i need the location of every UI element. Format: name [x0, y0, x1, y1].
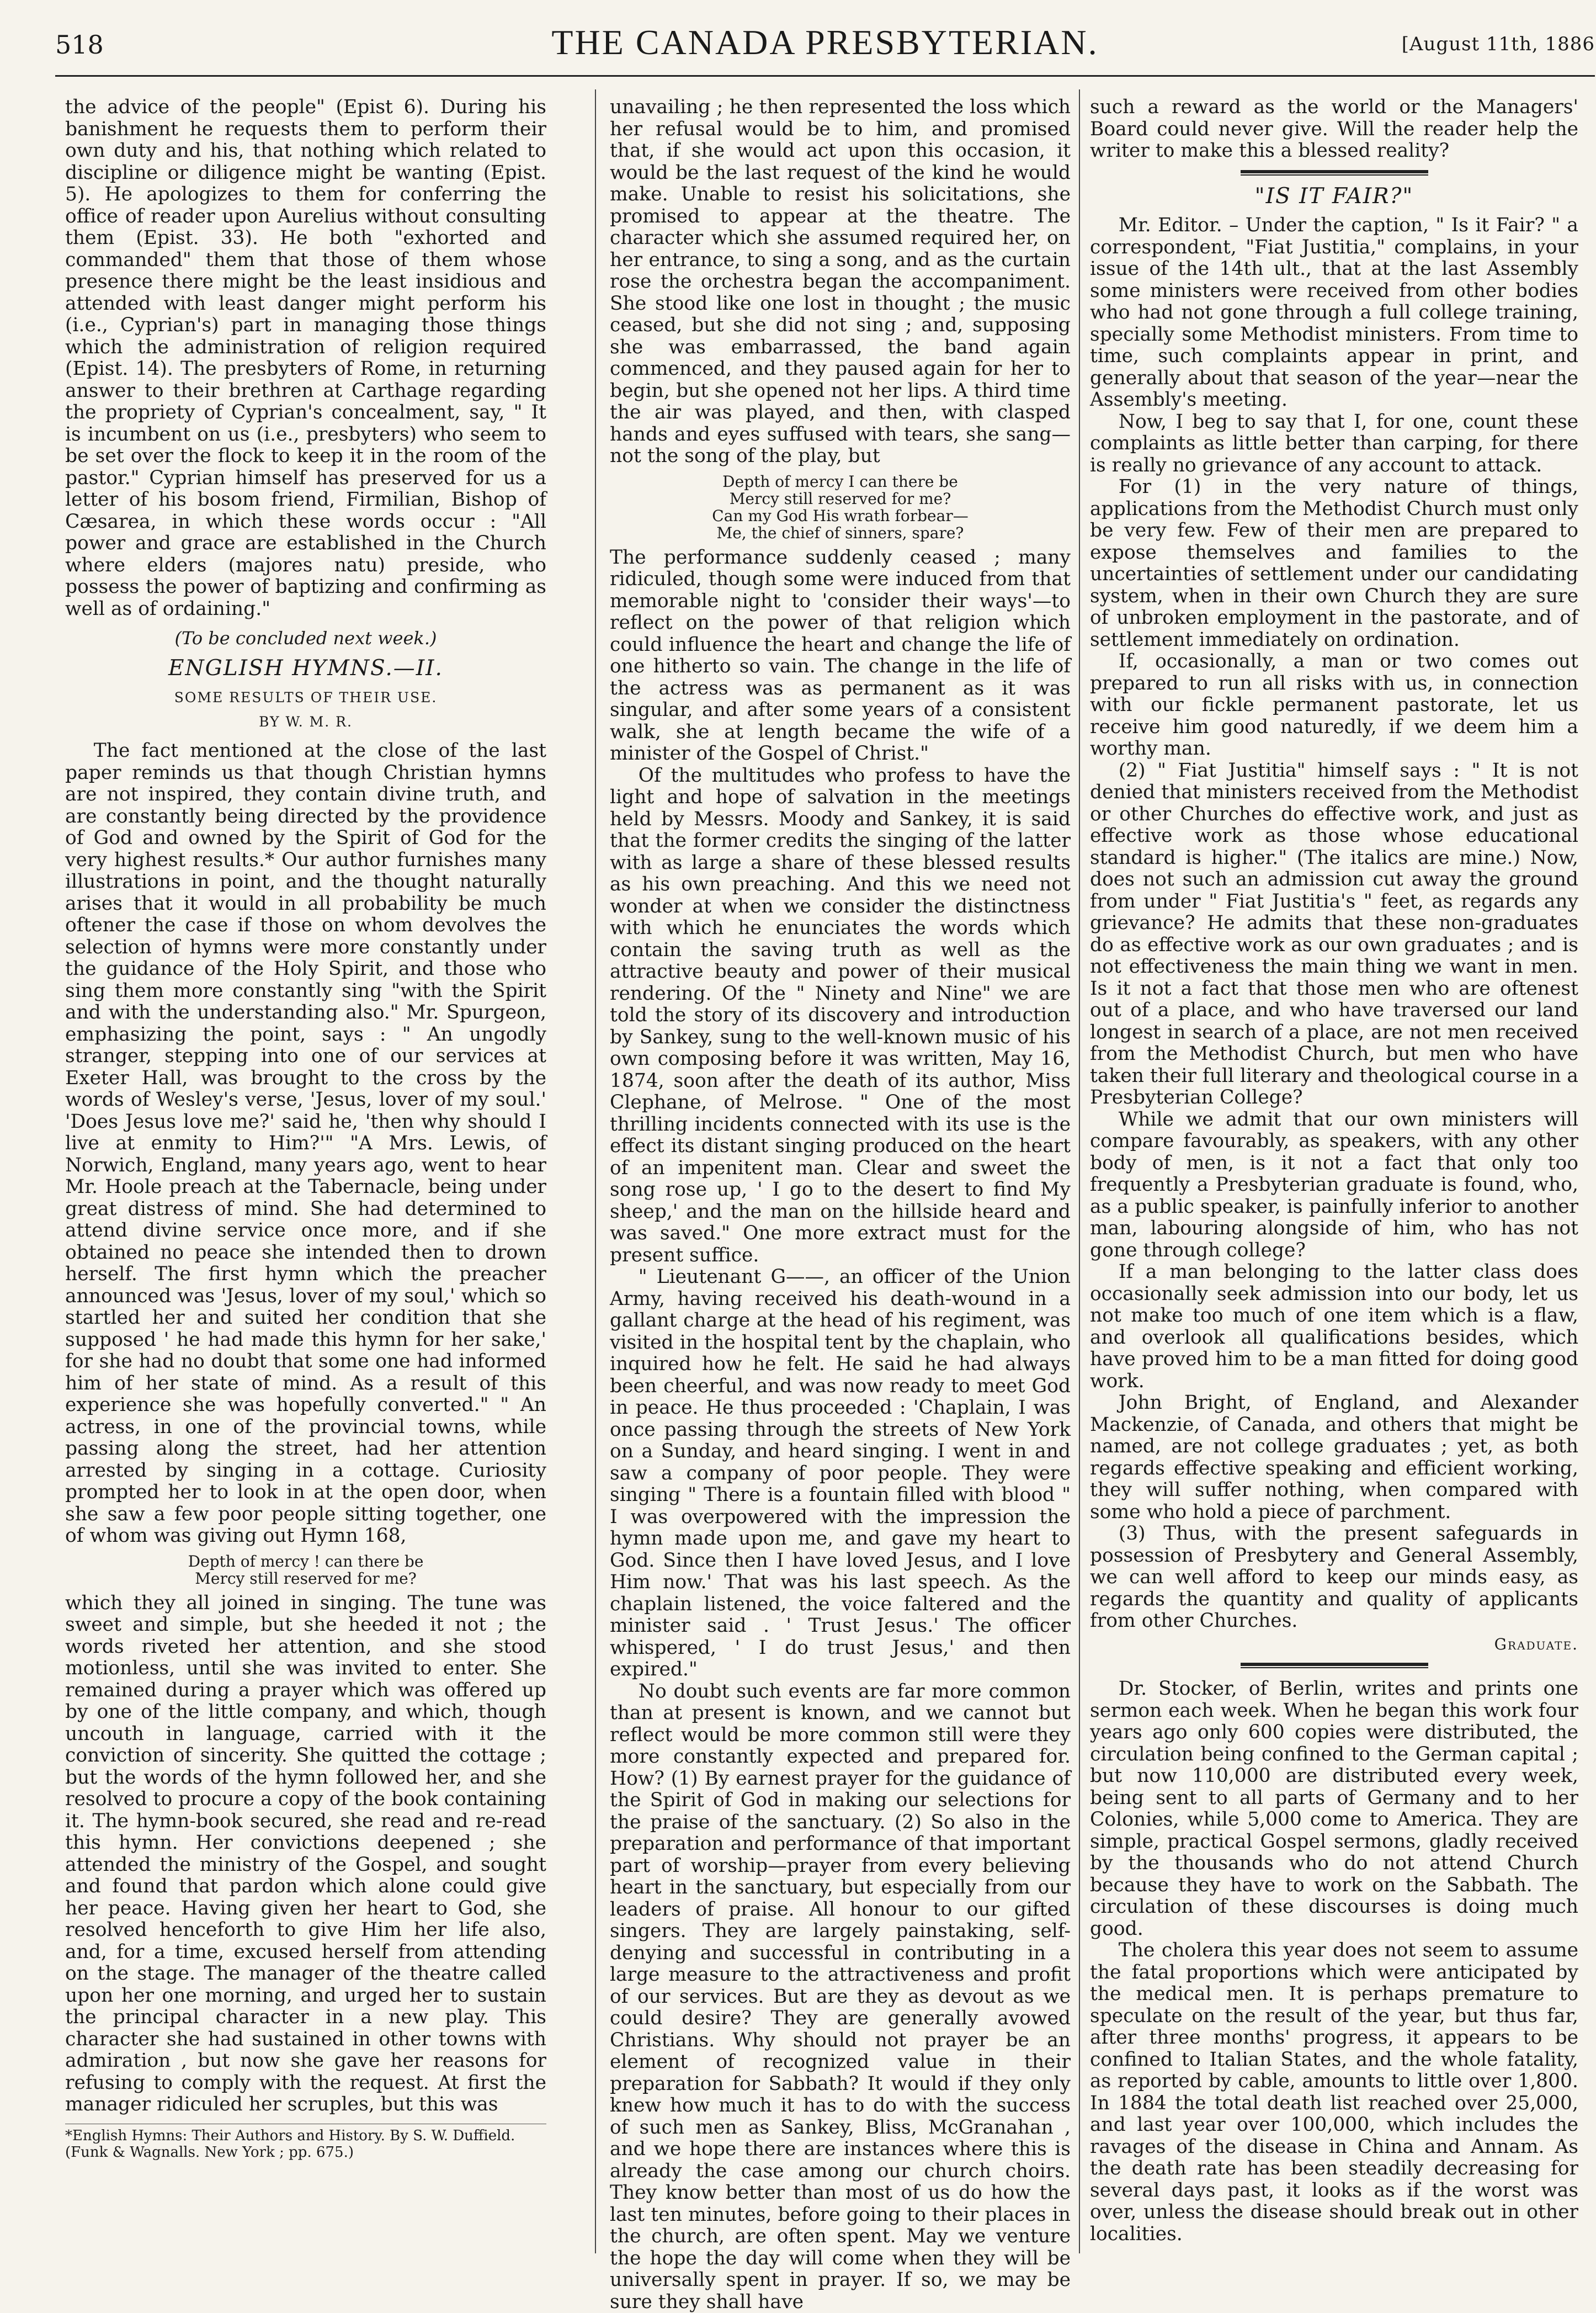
continued-note: (To be concluded next week.) — [65, 628, 546, 650]
article-paragraph: the advice of the people" (Epist 6). During his banishment he requests them to perform their own duty and his, that nothing which related to discipline or diligence might be wanting (Epist. 5). He apologizes to them for conferring the office of reader upon Aurelius without consulting them (Epist. 33). He both "exhorted and commanded" them that those of them whose presence there might be the least insidious and attended with least danger might perform his (i.e., Cyprian's) part in managing those things which the administration of religion required (Epist. 14). The presbyters of Rome, in returning answer to their brethren at Carthage regarding the propriety of Cyprian's concealment, say, " It is incumbent on us (i.e., presbyters) who seem to be set over the flock to keep it in the room of the pastor." Cyprian himself has preserved for us a letter of his bosom friend, Firmilian, Bishop of Cæsarea, in which these words occur : "All power and grace are established in the Church where elders (majores natu) preside, who possess the power of baptizing and confirming as well as of ordaining." — [65, 97, 546, 620]
letter-paragraph: (2) " Fiat Justitia" himself says : " It is not denied that ministers received from the Methodist or other Churches do effective work, and just as effective work as those whose educational standard is higher." (The italics are mine.) Now, does not such an admission cut away the ground from under " Fiat Justitia's " feet, as regards any grievance? He admits that these non-graduates do as effective work as our own graduates ; and is not effectiveness the main thing we want in men. Is it not a fact that those men who are oftenest out of a place, and who have traversed our land longest in search of a place, are not men received from the Methodist Church, but men who have taken their full literary and theological course in a Presbyterian College? — [1090, 760, 1578, 1109]
newspaper-title: THE CANADA PRESBYTERIAN. — [55, 22, 1595, 63]
letter-paragraph: If a man belonging to the latter class does occasionally seek admission into our body, let us not make too much of one item which is a flaw, and overlook all qualifications besides, which have proved him to be a man fitted for doing good work. — [1090, 1261, 1578, 1392]
column-3 — [1090, 97, 1578, 2245]
column-divider-1 — [595, 89, 596, 2253]
article-paragraph: The fact mentioned at the close of the last paper reminds us that though Christian hymns are not inspired, they contain divine truth, and are constantly being directed by the providence of God and owned by the Spirit of God for the very highest results.* Our author furnishes many illustrations in point, and the thought naturally arises that it would in all probability be much oftener the case if those on whom devolves the selection of hymns were more constantly under the guidance of the Holy Spirit, and those who sing them more constantly sing "with the Spirit and with the understanding also." Mr. Spurgeon, emphasizing the point, says : " An ungodly stranger, stepping into one of our services at Exeter Hall, was brought to the cross by the words of Wesley's verse, 'Jesus, lover of my soul.' 'Does Jesus love me?' said he, 'then why should I live at enmity to Him?'" "A Mrs. Lewis, of Norwich, England, many years ago, went to hear Mr. Hoole preach at the Tabernacle, being under great distress of mind. She had determined to attend divine service once more, and if she obtained no peace she intended then to drown herself. The first hymn which the preacher announced was 'Jesus, lover of my soul,' which so startled her and suited her condition that she supposed ' he had made this hymn for her sake,' for she had no doubt that some one had informed him of her state of mind. As a result of this experience she was hopefully converted." " An actress, in one of the provincial towns, while passing along the street, had her attention arrested by singing in a cottage. Curiosity prompted her to look in at the open door, when she saw a few poor people sitting together, one of whom was giving out Hymn 168, — [65, 740, 546, 1547]
column-2 — [610, 97, 1071, 2313]
verse-line: Depth of mercy ! can there be — [65, 1553, 546, 1570]
news-paragraph: Dr. Stocker, of Berlin, writes and prints one sermon each week. When he began this work four years ago only 600 copies were distributed, the circulation being confined to the German capital ; but now 110,000 are distributed every week, being sent to all parts of Germany and to her Colonies, while 5,000 come to America. They are simple, practical Gospel sermons, gladly received by the thousands who do not attend Church because they have to work on the Sabbath. The circulation of these discourses is doing much good. — [1090, 1678, 1578, 1940]
article-paragraph: Of the multitudes who profess to have the light and hope of salvation in the meetings held by Messrs. Moody and Sankey, it is said that the former credits the singing of the latter with as large a share of these blessed results as his own preaching. And this we need not wonder at when we consider the distinctness with which he enunciates the words which contain the saving truth as well as the attractive beauty and power of their musical rendering. Of the " Ninety and Nine" we are told the story of its discovery and introduction by Sankey, sung to the well-known music of his own composing before it was written, May 16, 1874, soon after the death of its author, Miss Clephane, of Melrose. " One of the most thrilling incidents connected with its use is the effect its distant singing produced on the heart of an impenitent man. Clear and sweet the song rose up, ' I go to the desert to find My sheep,' and the man on the hillside heard and was saved." One more extract must for the present suffice. — [610, 765, 1071, 1267]
letter-paragraph: John Bright, of England, and Alexander Mackenzie, of Canada, and others that might be named, are not college graduates ; yet, as both regards effective speaking and efficient working, they will suffer nothing, when compared with some who hold a piece of parchment. — [1090, 1392, 1578, 1523]
article-paragraph: " Lieutenant G——, an officer of the Union Army, having received his death-wound in a gallant charge at the head of his regiment, was visited in the hospital tent by the chaplain, who inquired how he felt. He said he had always been cheerful, and was now ready to meet God in peace. He thus proceeded : 'Chaplain, I was once passing through the streets of New York on a Sunday, and heard singing. I went in and saw a company of poor people. They were singing " There is a fountain filled with blood " I was overpowered with the impression the hymn made upon me, and gave my heart to God. Since then I have loved Jesus, and I love Him now.' That was his last speech. As the chaplain listened, the voice faltered and the minister said . ' Trust Jesus.' The officer whispered, ' I do trust Jesus,' and then expired." — [610, 1266, 1071, 1681]
news-paragraph: The cholera this year does not seem to assume the fatal proportions which were anticipated by the medical men. It is perhaps premature to speculate on the result of the year, but thus far, after three months' progress, it appears to be confined to Italian States, and the whole fatality, as reported by cable, amounts to little over 1,800. In 1884 the total death list reached over 25,000, and last year over 100,000, which includes the ravages of the disease in China and Annam. As the death rate has been steadily decreasing for several days past, it looks as if the worst was over, unless the disease should break out in other localities. — [1090, 1940, 1578, 2245]
verse-line: Can my God His wrath forbear— — [610, 507, 1071, 524]
article-paragraph: such a reward as the world or the Managers' Board could never give. Will the reader help the writer to make this a blessed reality? — [1090, 97, 1578, 162]
letter-paragraph: If, occasionally, a man or two comes out prepared to run all risks with us, in connection with our fickle permanent pastorate, let us receive him good naturedly, if we deem him a worthy man. — [1090, 651, 1578, 760]
column-divider-2 — [1079, 89, 1080, 2253]
verse-line: Depth of mercy I can there be — [610, 473, 1071, 490]
verse-line: Me, the chief of sinners, spare? — [610, 524, 1071, 542]
section-separator — [1241, 170, 1428, 176]
verse-line: Mercy still reserved for me? — [610, 490, 1071, 507]
letter-paragraph: For (1) in the very nature of things, applications from the Methodist Church must only be very few. Few of their men are prepared to expose themselves and families to the uncertainties of settlement under our candidating system, when in their own Church they are sure of unbroken employment in the pastorate, and of settlement immediately on ordination. — [1090, 476, 1578, 651]
letter-paragraph: Mr. Editor. – Under the caption, " Is it Fair? " a correspondent, "Fiat Justitia," complains, in your issue of the 14th ult., that at the last Assembly some ministers were received from other bodies who had not gone through a full college training, specially some Methodist ministers. From time to time, such complaints appear in print, and generally about that season of the year—near the Assembly's meeting. — [1090, 215, 1578, 411]
section-separator — [1241, 1663, 1428, 1668]
article-paragraph: unavailing ; he then represented the loss which her refusal would be to him, and promised that, if she would act upon this occasion, it would be the last request of the kind he would make. Unable to resist his solicitations, she promised to appear at the theatre. The character which she assumed required her, on her entrance, to sing a song, and as the curtain rose the orchestra began the accompaniment. She stood like one lost in thought ; the music ceased, but she did not sing ; and, supposing she was embarrassed, the band again commenced, and they paused again for her to begin, but she opened not her lips. A third time the air was played, and then, with clasped hands and eyes suffused with tears, she sang—not the song of the play, but — [610, 97, 1071, 468]
hymn-verse — [65, 1553, 546, 1587]
article-paragraph: The performance suddenly ceased ; many ridiculed, though some were induced from that memorable night to 'consider their ways'—to reflect on the power of that religion which could influence the heart and change the life of one hitherto so vain. The change in the life of the actress was as permanent as it was singular, and after some years of a consistent walk, she at length became the wife of a minister of the Gospel of Christ." — [610, 547, 1071, 765]
article-paragraph: No doubt such events are far more common than at present is known, and we cannot but reflect would be more common still were they more constantly expected and prepared for. How? (1) By earnest prayer for the guidance of the Spirit of God in making our selections for the praise of the sanctuary. (2) So also in the preparation and performance of that important part of worship—prayer from every believing heart in the sanctuary, but especially from our leaders of praise. All honour to our gifted singers. They are largely painstaking, self-denying and successful in contributing in a large measure to the attractiveness and profit of our services. But are they as devout as we could desire? They are generally avowed Christians. Why should not prayer be an element of recognized value in their preparation for Sabbath? It would if they only knew how much it has to do with the success of such men as Sankey, Bliss, McGranahan , and we hope there are instances where this is already the case among our church choirs. They know better than most of us do how the last ten minutes, before going to their places in the church, are often spent. May we venture the hope the day will come when they will be universally spent in prayer. If so, we may be sure they shall have — [610, 1681, 1071, 2313]
masthead-rule — [55, 75, 1595, 77]
hymn-verse — [610, 473, 1071, 542]
page-number: 518 — [55, 30, 104, 60]
hymns-article-title: ENGLISH HYMNS.—II. — [65, 657, 546, 680]
letter-paragraph: (3) Thus, with the present safeguards in possession of Presbytery and General Assembly, we can well afford to keep our minds easy, as regards the quantity and quality of applicants from other Churches. — [1090, 1523, 1578, 1632]
letter-title: "IS IT FAIR?" — [1090, 185, 1578, 208]
article-paragraph: which they all joined in singing. The tune was sweet and simple, but she heeded it not ; the words riveted her attention, and she stood motionless, until she was invited to enter. She remained during a prayer which was offered up by one of the little company, and which, though uncouth in language, carried with it the conviction of sincerity. She quitted the cottage ; but the words of the hymn followed her, and she resolved to procure a copy of the book containing it. The hymn-book secured, she read and re-read this hymn. Her convictions deepened ; she attended the ministry of the Gospel, and sought and found that pardon which alone could give her peace. Having given her heart to God, she resolved henceforth to give Him her life also, and, for a time, excused herself from attending on the stage. The manager of the theatre called upon her one morning, and urged her to sustain the principal character in a new play. This character she had sustained in other towns with admiration , but now she gave her reasons for refusing to comply with the request. At first the manager ridiculed her scruples, but this was — [65, 1593, 546, 2116]
hymns-article-subhead: SOME RESULTS OF THEIR USE. — [65, 687, 546, 709]
letter-signature: Graduate. — [1090, 1633, 1578, 1656]
masthead — [55, 22, 1595, 72]
verse-line: Mercy still reserved for me? — [65, 1570, 546, 1587]
column-1 — [65, 97, 546, 2161]
hymns-article-byline: BY W. M. R. — [65, 711, 546, 733]
letter-paragraph: Now, I beg to say that I, for one, count these complaints as little better than carping, for there is really no grievance of any account to attack. — [1090, 411, 1578, 477]
letter-paragraph: While we admit that our own ministers will compare favourably, as speakers, with any other body of men, is it not a fact that only too frequently a Presbyterian graduate is found, who, as a public speaker, is painfully inferior to another man, labouring alongside of him, who has not gone through college? — [1090, 1109, 1578, 1262]
issue-date: [August 11th, 1886 — [1402, 33, 1595, 55]
footnote: *English Hymns: Their Authors and History. By S. W. Duffield. (Funk & Wagnalls. New York ; pp. 675.) — [65, 2124, 546, 2161]
